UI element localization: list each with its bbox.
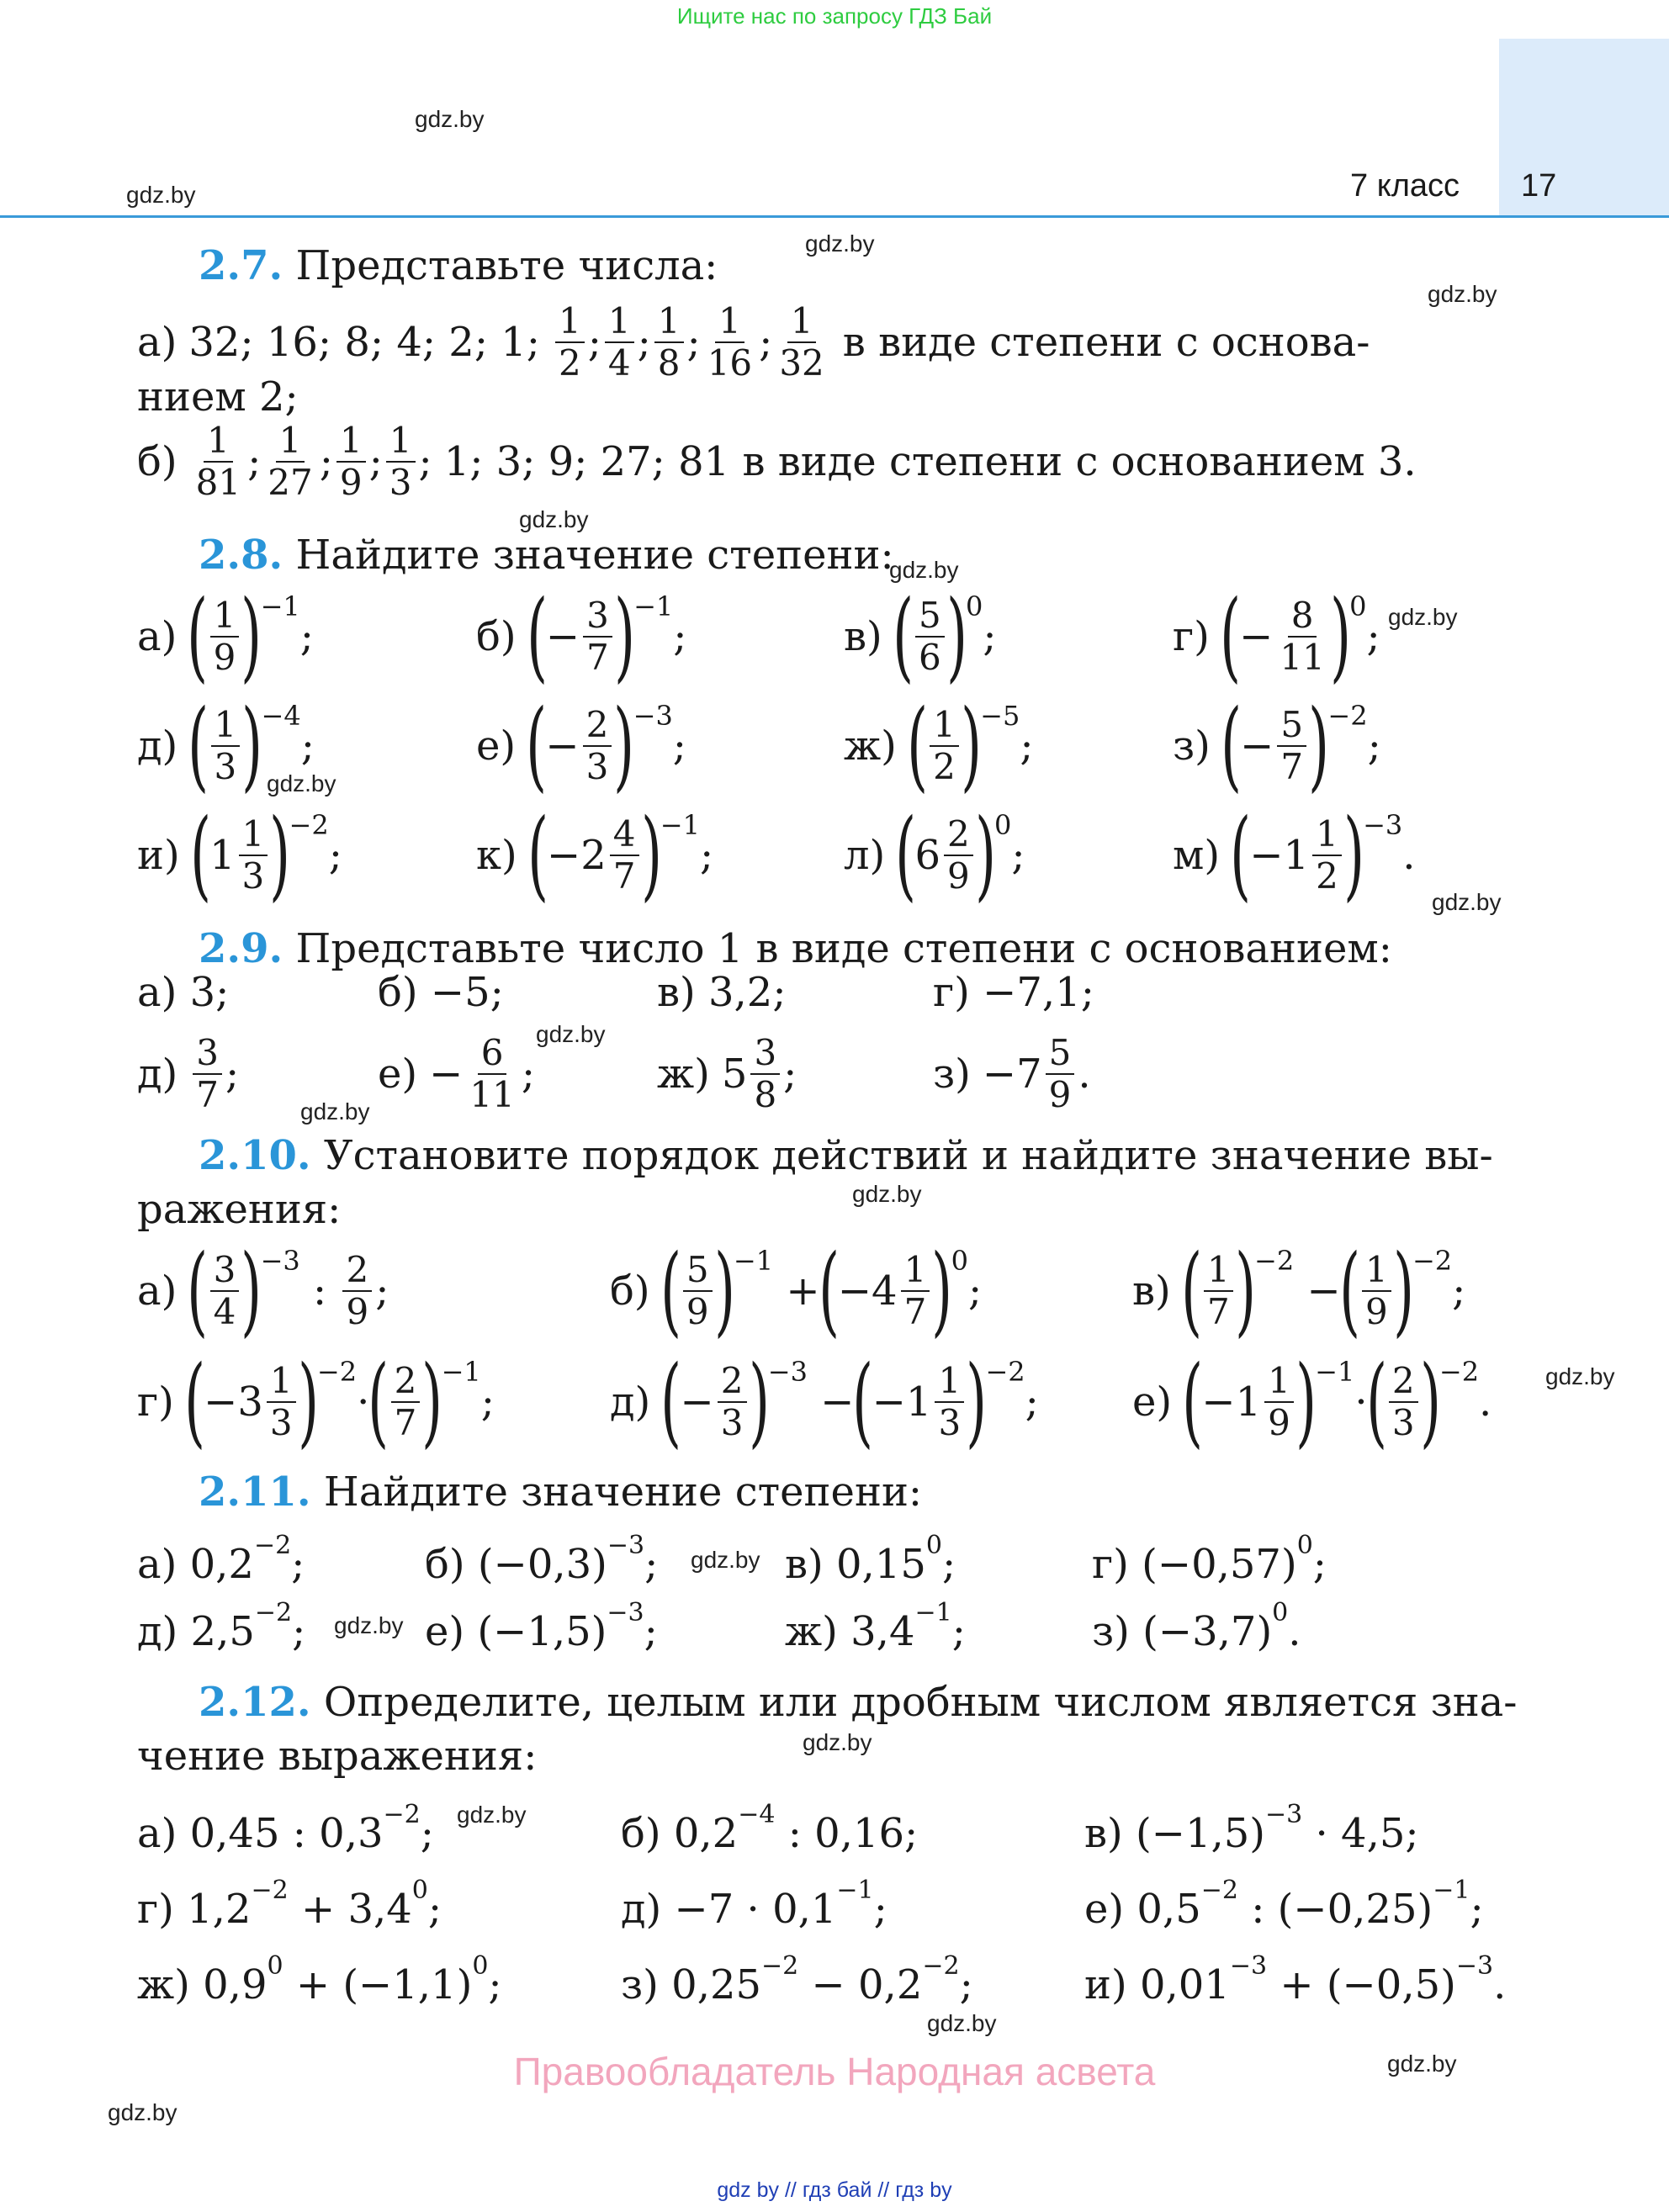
problem-2-7-heading xyxy=(199,239,1561,293)
watermark: gdz.by xyxy=(1545,1363,1615,1389)
watermark: gdz.by xyxy=(536,1021,606,1047)
problem-title: Определите, целым или дробным числом является зна- xyxy=(323,1679,1518,1726)
watermark: gdz.by xyxy=(1428,281,1497,307)
problem-2-7-a-cont: нием 2; xyxy=(137,373,299,421)
problem-title: Найдите значение степени: xyxy=(323,1468,923,1516)
fraction: $\frac{1}{8}$ xyxy=(654,301,684,384)
problem-number: 2.11. xyxy=(199,1468,311,1516)
watermark: gdz.by xyxy=(1388,604,1458,630)
item-label: б) xyxy=(137,438,177,485)
fraction: $\frac{1}{3}$ xyxy=(386,421,416,503)
problem-title: Установите порядок действий и найдите значение вы- xyxy=(323,1132,1493,1179)
item-text: 32; 16; 8; 4; 2; 1; xyxy=(188,319,540,366)
problem-number: 2.7. xyxy=(199,242,283,289)
rightholder-notice: Правообладатель Народная асвета xyxy=(513,2050,1156,2093)
problem-2-10-title-cont: ражения: xyxy=(137,1186,342,1233)
problem-number: 2.8. xyxy=(199,532,283,579)
problem-2-10-row-2: г) ( −3 $\frac{1}{3}$ ) −2 · ( $\frac{2}{7}$ ) −1 ; д) ( − $\frac{2}{3}$ ) −3 − ( −1 $\frac{1}{3}$ ) −2 ; е) ( −1 $\frac{1}{9}$ ) −1 · ( $\frac{2}{3}$ ) −2 . xyxy=(137,1345,1492,1458)
watermark: gdz.by xyxy=(108,2099,177,2125)
problem-number: 2.9. xyxy=(199,925,283,972)
watermark: gdz.by xyxy=(457,1802,527,1828)
problem-number: 2.10. xyxy=(199,1132,311,1179)
problem-title: Представьте число 1 в виде степени с основанием: xyxy=(295,925,1392,972)
watermark: gdz.by xyxy=(805,230,875,257)
problem-2-7-b: б) $\frac{1}{81}$ ; $\frac{1}{27}$ ; $\frac{1}{9}$ ; $\frac{1}{3}$ ; 1; 3; 9; 27; 81 в виде степени с основанием 3. xyxy=(137,420,1417,503)
watermark: gdz.by xyxy=(889,557,959,583)
fraction: $\frac{1}{81}$ xyxy=(195,420,241,503)
watermark: gdz.by xyxy=(300,1098,370,1125)
problem-2-11-row-1: а) 0,2 −2 ; б) (−0,3) −3 ; в) 0,15 0 ; г) (−0,57) 0 ; xyxy=(137,1531,1327,1588)
problem-title: Представьте числа: xyxy=(295,242,718,289)
watermark: gdz.by xyxy=(927,2010,997,2036)
problem-2-8-heading xyxy=(199,528,1561,582)
problem-2-11-heading xyxy=(199,1465,1561,1519)
watermark: gdz.by xyxy=(519,506,589,532)
problem-2-7-a: а) 32; 16; 8; 4; 2; 1; $\frac{1}{2}$ ; $\frac{1}{4}$ ; $\frac{1}{8}$ ; $\frac{1}{16}$ ; $\frac{1}{32}$ в виде степени с основа- xyxy=(137,300,1370,384)
item-text: в виде степени с основа- xyxy=(842,319,1370,366)
fraction: $\frac{1}{2}$ xyxy=(555,301,585,384)
fraction: $\frac{1}{9}$ xyxy=(336,421,366,503)
item-label: а) xyxy=(137,319,177,366)
problem-2-8-row-3: и) ( 1 $\frac{1}{3}$ ) −2 ; к) ( −2 $\frac{4}{7}$ ) −1 ; л) ( 6 $\frac{2}{9}$ ) 0 ; м) ( −1 $\frac{1}{2}$ ) −3 . xyxy=(137,798,1416,912)
problem-2-11-row-2: д) 2,5 −2 ; е) (−1,5) −3 ; ж) 3,4 −1 ; з) (−3,7) 0 . xyxy=(137,1598,1301,1655)
fraction: $\frac{1}{27}$ xyxy=(268,420,313,503)
watermark: gdz.by xyxy=(691,1547,760,1573)
watermark: gdz.by xyxy=(852,1181,922,1207)
class-label: 7 класс xyxy=(1350,168,1460,204)
problem-2-12-title-cont: чение выражения: xyxy=(137,1733,538,1780)
problem-2-12-row-2: г) 1,2 −2 + 3,4 0 ; д) −7 · 0,1 −1 ; е) 0,5 −2 : (−0,25) −1 ; xyxy=(137,1876,1484,1933)
header-rule xyxy=(0,215,1669,218)
problem-2-9-row-1: а) 3; б) −5; в) 3,2; г) −7,1; xyxy=(137,969,1094,1016)
problem-2-8-row-2: д) ( $\frac{1}{3}$ ) −4 ; е) ( − $\frac{2}{3}$ ) −3 ; ж) ( $\frac{1}{2}$ ) −5 ; з) ( − $\frac{5}{7}$ ) −2 ; xyxy=(137,689,1381,802)
fraction: $\frac{1}{16}$ xyxy=(707,300,753,384)
problem-2-8-row-1: а) ( $\frac{1}{9}$ ) −1 ; б) ( − $\frac{3}{7}$ ) −1 ; в) ( $\frac{5}{6}$ ) 0 ; г) ( − $\frac{8}{11}$ ) 0 ; xyxy=(137,579,1380,693)
fraction: $\frac{1}{4}$ xyxy=(605,301,634,384)
problem-title: Найдите значение степени: xyxy=(295,532,894,579)
watermark: gdz.by xyxy=(415,106,485,132)
page-number: 17 xyxy=(1521,168,1557,204)
watermark: gdz.by xyxy=(267,770,336,796)
fraction: $\frac{1}{32}$ xyxy=(779,300,824,384)
problem-2-12-row-3: ж) 0,9 0 + (−1,1) 0 ; з) 0,25 −2 − 0,2 −2 ; и) 0,01 −3 + (−0,5) −3 . xyxy=(137,1951,1507,2008)
problem-2-10-heading xyxy=(199,1129,1561,1183)
watermark: gdz.by xyxy=(1432,889,1502,915)
watermark: gdz.by xyxy=(1387,2051,1457,2077)
watermark: gdz.by xyxy=(803,1729,872,1755)
problem-2-12-row-1: а) 0,45 : 0,3 −2 ; б) 0,2 −4 : 0,16; в) (−1,5) −3 · 4,5; xyxy=(137,1800,1419,1857)
watermark: gdz.by xyxy=(334,1612,404,1638)
problem-2-12-heading xyxy=(199,1675,1561,1729)
top-banner: Ищите нас по запросу ГДЗ Бай xyxy=(676,3,993,29)
watermark: gdz.by xyxy=(126,182,196,208)
problem-2-9-row-2: д) $\frac{3}{7}$ ; е) − $\frac{6}{11}$ ; ж) 5 $\frac{3}{8}$ ; з) −7 $\frac{5}{9}$ . xyxy=(137,1032,1091,1115)
item-text: 1; 3; 9; 27; 81 в виде степени с основанием 3. xyxy=(443,438,1417,485)
problem-number: 2.12. xyxy=(199,1679,311,1726)
problem-2-10-row-1: а) ( $\frac{3}{4}$ ) −3 : $\frac{2}{9}$ ; б) ( $\frac{5}{9}$ ) −1 + ( −4 $\frac{1}{7}$ ) 0 ; в) ( $\frac{1}{7}$ ) −2 − ( $\frac{1}{9}$ ) −2 ; xyxy=(137,1234,1466,1347)
footer-links[interactable]: gdz by // гдз бай // гдз by xyxy=(717,2178,952,2202)
